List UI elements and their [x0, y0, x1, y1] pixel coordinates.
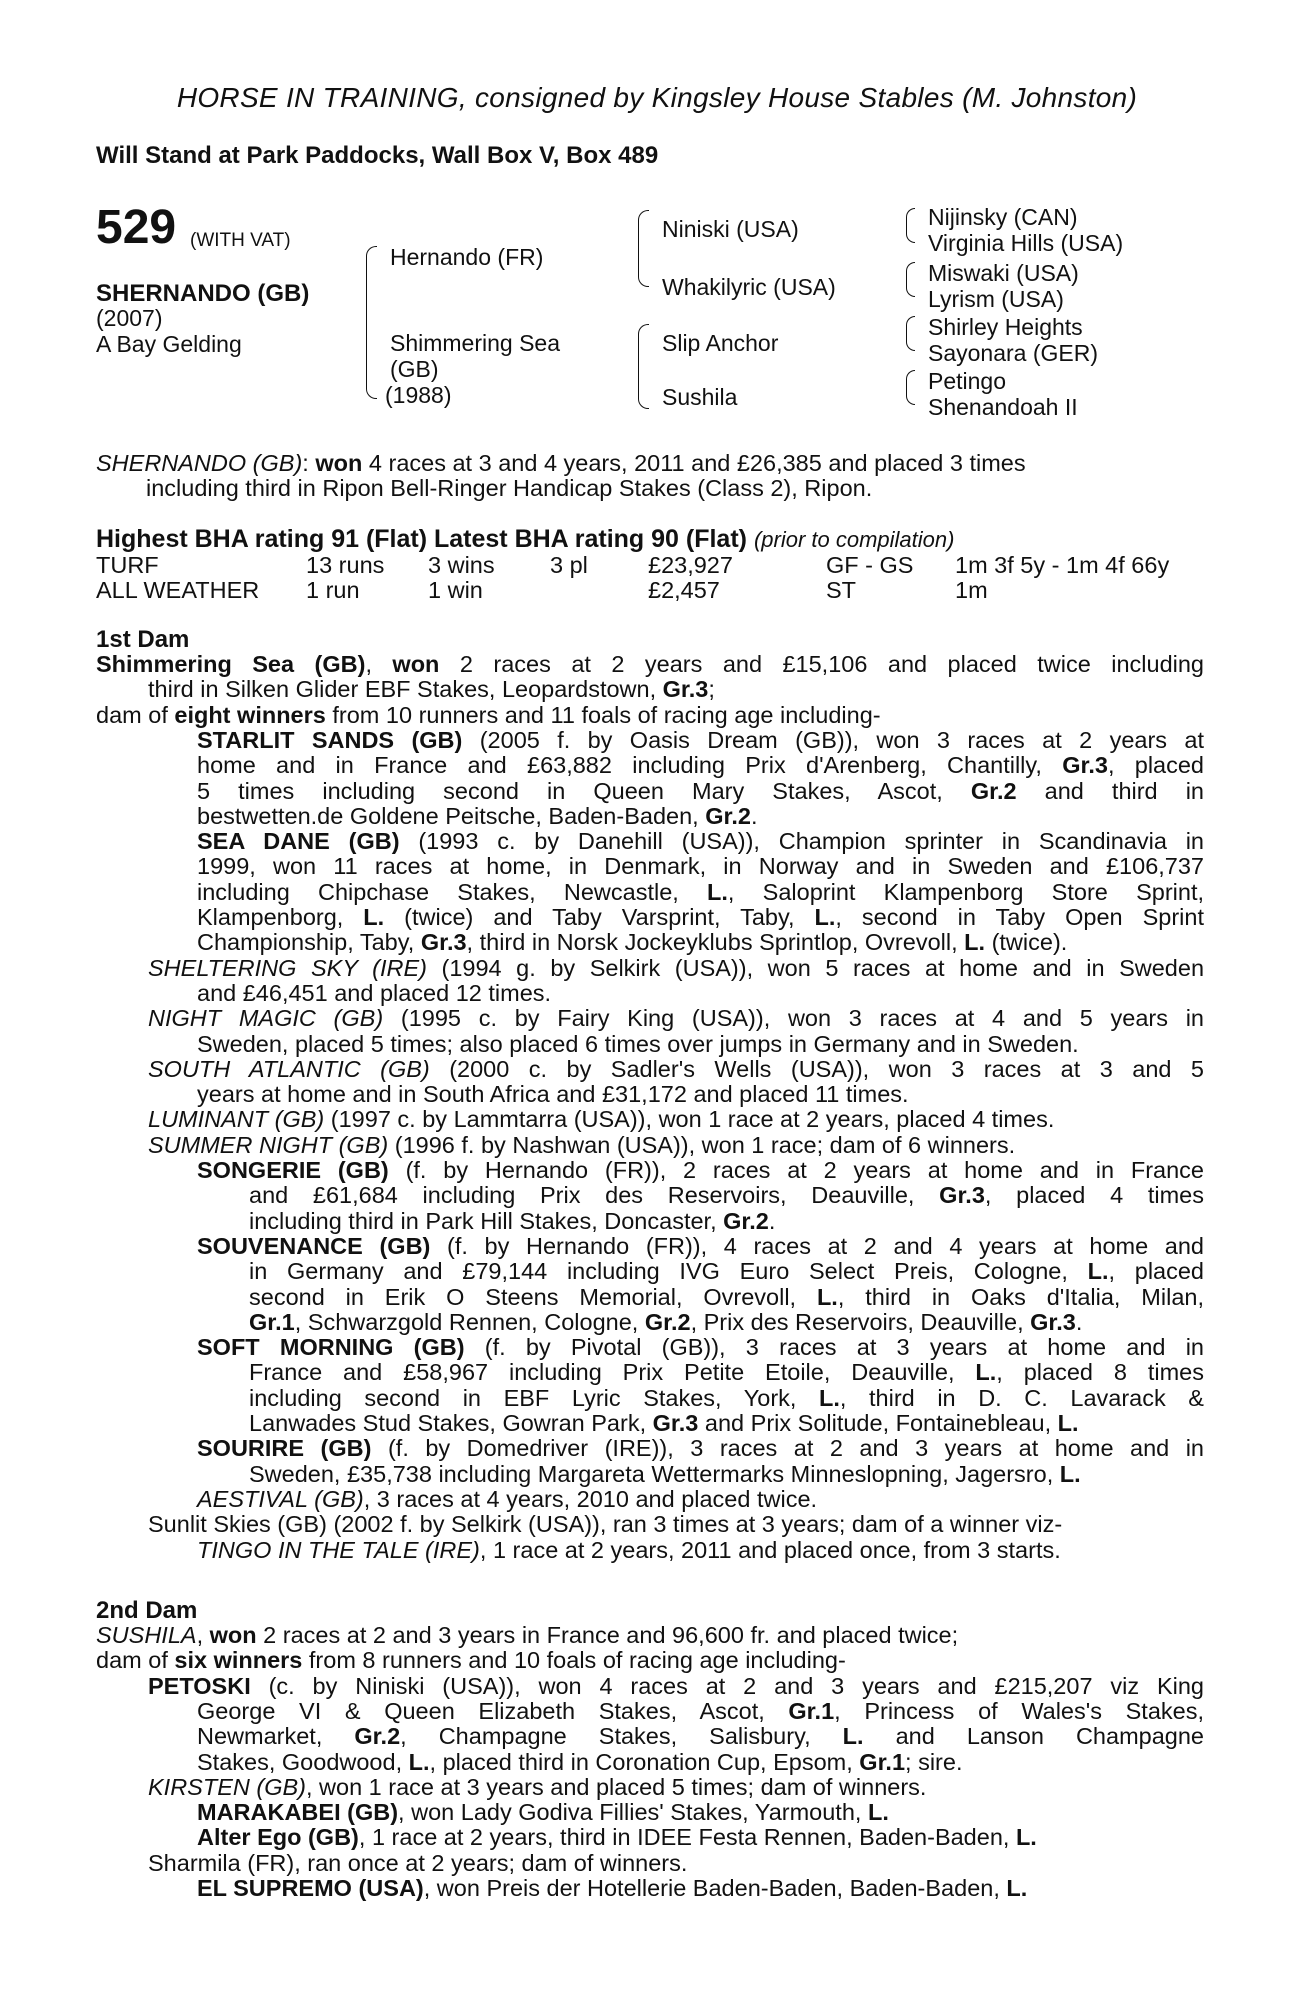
dam2-segment: , placed third in Coronation Cup, Epsom, [429, 1748, 860, 1775]
dam1-segment: (f. by Hernando (FR)), 4 races at 2 and 4 years at home and [430, 1232, 1204, 1259]
dam2-segment: Gr.2 [354, 1723, 401, 1750]
dam1-line [249, 1285, 1204, 1310]
dam2-line [197, 1800, 889, 1825]
dam1-line [249, 1259, 1204, 1284]
dam1-segment: Shimmering Sea (GB) [96, 651, 366, 677]
rating-dist-1: 1m [955, 577, 988, 603]
dam1-line [197, 728, 1204, 753]
dam1-line [197, 1158, 1204, 1183]
rating-bold: Highest BHA rating 91 (Flat) Latest BHA rating 90 (Flat) [96, 525, 747, 553]
summary-colon: : [302, 450, 316, 476]
dam2-segment: L. [1006, 1875, 1028, 1901]
dam2-segment: Newmarket, [197, 1723, 355, 1750]
dam1-line [148, 1512, 1062, 1537]
horse-name: SHERNANDO (GB) [96, 280, 310, 307]
dam1-segment: (twice) and Taby Varsprint, Taby, [384, 904, 815, 930]
dam1-segment: L. [964, 929, 986, 956]
dam1-segment: and third in [1016, 777, 1204, 804]
dam1-line [197, 930, 1067, 955]
dam2-segment: and Lanson Champagne [863, 1723, 1204, 1750]
dam1-segment: L. [814, 904, 836, 930]
vat-label: (WITH VAT) [190, 230, 291, 251]
dam1-line [197, 854, 1204, 879]
dam2-segment: Sharmila (FR), ran once at 2 years; dam of winners. [148, 1849, 688, 1876]
dam1-line [96, 703, 881, 728]
dam1-segment: (f. by Pivotal (GB)), 3 races at 3 years at home and in [464, 1334, 1205, 1361]
rating-money-0: £23,927 [648, 552, 733, 578]
dam1-segment: SUMMER NIGHT (GB) [148, 1131, 389, 1158]
dam1-segment: Gr.3 [420, 929, 467, 956]
summary-text: 4 races at 3 and 4 years, 2011 and £26,385 and placed 3 times [362, 450, 1026, 476]
dam1-segment: Lanwades Stud Stakes, Gowran Park, [249, 1410, 653, 1436]
pedigree-dam-line1: Shimmering Sea [390, 330, 561, 356]
dam1-segment: won [392, 651, 440, 677]
dam1-segment: SOUVENANCE (GB) [197, 1232, 431, 1259]
dam2-segment: ; sire. [905, 1748, 963, 1775]
dam1-segment: Gr.2 [644, 1308, 691, 1335]
dam1-segment: SEA DANE (GB) [197, 828, 400, 855]
dam1-segment: Sunlit Skies (GB) (2002 f. by Selkirk (USA)), ran 3 times at 3 years; dam of a winner viz- [148, 1511, 1063, 1538]
dam1-segment: , Saloprint Klampenborg Store Sprint, [727, 878, 1204, 905]
dam1-segment: SHELTERING SKY (IRE) [148, 954, 427, 981]
dam1-segment: (1994 g. by Selkirk (USA)), won 5 races at home and in Sweden [426, 954, 1205, 981]
dam2-line [197, 1699, 1204, 1724]
dam1-line [148, 1006, 1204, 1031]
dam2-segment: L. [842, 1723, 864, 1750]
dam2-segment: (c. by Niniski (USA)), won 4 races at 2 and 3 years and £215,207 viz King [250, 1672, 1204, 1699]
dam2-segment: , 1 race at 2 years, third in IDEE Festa Rennen, Baden-Baden, [358, 1824, 1016, 1851]
dam2-segment: L. [867, 1799, 889, 1826]
pedigree-brace-2c [638, 324, 649, 363]
dam1-segment: , [365, 651, 393, 677]
rating-wins-1: 1 win [428, 577, 483, 603]
dam1-segment: Gr.1 [249, 1308, 295, 1335]
pedigree-g7: Petingo [928, 368, 1007, 394]
dam2-segment: MARAKABEI (GB) [197, 1799, 399, 1826]
dam1-line [197, 905, 1204, 930]
dam1-segment: SOUTH ATLANTIC (GB) [148, 1055, 430, 1082]
pedigree-g6: Sayonara (GER) [928, 340, 1099, 366]
dam1-heading: 1st Dam [96, 626, 190, 653]
horse-year: (2007) [96, 305, 163, 331]
dam1-segment: 2 races at 2 years and £15,106 and placed twice including [439, 651, 1205, 677]
dam2-segment: , Princess of Wales's Stakes, [834, 1697, 1204, 1724]
pedigree-brace-dam [366, 306, 377, 399]
dam2-line [96, 1623, 958, 1648]
dam1-segment: , 3 races at 4 years, 2010 and placed twice. [363, 1485, 818, 1512]
dam1-line [148, 1133, 1015, 1158]
pedigree-sire-dam: Whakilyric (USA) [662, 274, 836, 300]
dam1-line [249, 1411, 1079, 1436]
dam2-heading: 2nd Dam [96, 1597, 198, 1624]
dam1-segment: including third in Park Hill Stakes, Doncaster, [249, 1207, 724, 1234]
dam2-segment: L. [1015, 1824, 1037, 1851]
dam1-segment: , placed [1107, 752, 1205, 779]
pedigree-g2: Virginia Hills (USA) [928, 230, 1124, 256]
rating-money-1: £2,457 [648, 577, 720, 603]
dam1-line [96, 652, 1204, 677]
dam2-line [197, 1750, 963, 1775]
dam2-line [96, 1648, 846, 1673]
dam2-line [197, 1876, 1027, 1901]
dam2-segment: , won Preis der Hotellerie Baden-Baden, Baden-Baden, [423, 1875, 1007, 1901]
dam1-segment: , third in Oaks d'Italia, Milan, [837, 1283, 1204, 1310]
dam1-line [197, 1436, 1204, 1461]
dam1-segment: Gr.3 [1030, 1308, 1076, 1335]
dam1-line [148, 677, 715, 702]
dam2-segment: L. [408, 1748, 430, 1775]
dam1-line [197, 1487, 817, 1512]
pedigree-sire: Hernando (FR) [390, 244, 544, 270]
dam1-segment: Sweden, £35,738 including Margareta Wettermarks Minneslopning, Jagersro, [249, 1460, 1060, 1487]
dam2-segment: from 8 runners and 10 foals of racing age including- [302, 1647, 846, 1674]
dam1-segment: Gr.3 [652, 1410, 699, 1436]
pedigree-brace-3a2 [906, 226, 915, 243]
rating-runs-1: 1 run [306, 577, 360, 603]
dam2-segment: George VI & Queen Elizabeth Stakes, Ascot, [197, 1697, 789, 1724]
dam1-segment: SONGERIE (GB) [197, 1157, 389, 1183]
rating-heading [96, 527, 954, 552]
horse-description: A Bay Gelding [96, 331, 242, 357]
dam1-segment: in Germany and £79,144 including IVG Euro Select Preis, Cologne, [249, 1258, 1088, 1285]
dam2-segment: KIRSTEN (GB) [148, 1773, 306, 1800]
pedigree-brace-3d [906, 370, 915, 389]
dam2-segment: dam of [96, 1647, 175, 1674]
dam1-segment: TINGO IN THE TALE (IRE) [197, 1536, 480, 1563]
page-header: HORSE IN TRAINING, consigned by Kingsley House Stables (M. Johnston) [176, 82, 1138, 113]
pedigree-dam-line2: (GB) [390, 356, 439, 382]
dam1-segment: . [768, 1207, 776, 1234]
dam2-segment: 2 races at 2 and 3 years in France and 96,600 fr. and placed twice; [256, 1622, 959, 1648]
dam1-segment: bestwetten.de Goldene Peitsche, Baden-Baden, [197, 802, 706, 829]
dam1-segment: dam of [96, 701, 175, 728]
venue-line: Will Stand at Park Paddocks, Wall Box V, Box 489 [96, 142, 659, 169]
dam2-segment: , [196, 1622, 210, 1648]
dam1-segment: L. [975, 1359, 997, 1386]
dam1-line [197, 829, 1204, 854]
dam1-segment: , third in Norsk Jockeyklubs Sprintlop, Ovrevoll, [466, 929, 965, 956]
pedigree-g4: Lyrism (USA) [928, 286, 1064, 312]
dam1-segment: . [1075, 1308, 1083, 1335]
dam1-segment: STARLIT SANDS (GB) [197, 726, 463, 753]
dam1-segment: . [750, 802, 758, 829]
dam1-segment: LUMINANT (GB) [148, 1106, 325, 1133]
dam2-segment: , won 1 race at 3 years and placed 5 times; dam of winners. [305, 1773, 927, 1800]
lot-number: 529 [96, 201, 177, 254]
pedigree-brace-3b2 [906, 280, 915, 297]
dam1-segment: (1996 f. by Nashwan (USA)), won 1 race; dam of 6 winners. [388, 1131, 1016, 1158]
dam1-segment: (2005 f. by Oasis Dream (GB)), won 3 races at 2 years at [462, 726, 1204, 753]
dam1-segment: (2000 c. by Sadler's Wells (USA)), won 3 races at 3 and 5 [429, 1055, 1204, 1082]
dam1-line [148, 956, 1204, 981]
pedigree-brace-3c [906, 316, 915, 335]
dam1-line [197, 779, 1204, 804]
dam1-line [197, 880, 1204, 905]
pedigree-dam-line3: (1988) [385, 382, 452, 408]
dam1-segment: and £61,684 including Prix des Reservoirs, Deauville, [249, 1182, 940, 1209]
dam1-segment: (f. by Domedriver (IRE)), 3 races at 2 and 3 years at home and in [371, 1435, 1204, 1462]
dam1-segment: , third in D. C. Lavarack & [839, 1384, 1204, 1411]
dam1-segment: L. [1057, 1410, 1079, 1436]
dam1-segment: , 1 race at 2 years, 2011 and placed once, from 3 starts. [479, 1536, 1061, 1563]
pedigree-g3: Miswaki (USA) [928, 260, 1079, 286]
dam1-segment: ; [708, 676, 715, 703]
pedigree-brace-3b [906, 262, 915, 281]
dam2-line [148, 1674, 1204, 1699]
dam2-line [197, 1825, 1037, 1850]
dam1-line [197, 981, 551, 1006]
dam1-segment: L. [363, 904, 385, 930]
dam1-segment: 1999, won 11 races at home, in Denmark, in Norway and in Sweden and £106,737 [197, 853, 1204, 880]
pedigree-brace-2a [638, 210, 649, 249]
dam2-line [148, 1851, 687, 1876]
dam1-segment: including Chipchase Stakes, Newcastle, [197, 878, 708, 905]
dam2-segment: Alter Ego (GB) [197, 1824, 359, 1851]
dam1-line [197, 1538, 1061, 1563]
pedigree-brace-3c2 [906, 334, 915, 351]
dam1-segment: 5 times including second in Queen Mary Stakes, Ascot, [197, 777, 971, 804]
dam2-line [197, 1724, 1204, 1749]
dam2-segment: Gr.1 [788, 1697, 835, 1724]
dam1-segment: SOURIRE (GB) [197, 1435, 372, 1462]
dam1-segment: Klampenborg, [197, 904, 364, 930]
summary-line-2: including third in Ripon Bell-Ringer Handicap Stakes (Class 2), Ripon. [146, 475, 873, 501]
dam1-segment: Sweden, placed 5 times; also placed 6 times over jumps in Germany and in Sweden. [197, 1030, 1079, 1057]
rating-runs-0: 13 runs [306, 552, 385, 578]
pedigree-sire-sire: Niniski (USA) [662, 216, 799, 242]
dam1-line [249, 1183, 1204, 1208]
dam1-segment: (f. by Hernando (FR)), 2 races at 2 years at home and in France [388, 1157, 1204, 1183]
dam1-segment: Gr.3 [662, 676, 709, 703]
rating-dist-0: 1m 3f 5y - 1m 4f 66y [955, 552, 1170, 578]
dam2-segment: , won Lady Godiva Fillies' Stakes, Yarmouth, [398, 1799, 868, 1826]
dam1-line [148, 1057, 1204, 1082]
dam1-segment: L. [1087, 1258, 1109, 1285]
dam1-segment: AESTIVAL (GB) [197, 1485, 364, 1512]
dam1-line [197, 1234, 1204, 1259]
dam1-line [197, 1082, 909, 1107]
pedigree-brace-3a [906, 208, 915, 227]
dam2-segment: , Champagne Stakes, Salisbury, [400, 1723, 843, 1750]
rating-going-1: ST [826, 577, 857, 603]
dam1-line [249, 1209, 775, 1234]
dam1-segment: , Schwarzgold Rennen, Cologne, [294, 1308, 645, 1335]
dam1-segment: Gr.2 [705, 802, 751, 829]
dam1-segment: (twice). [985, 929, 1068, 956]
dam1-segment: Gr.2 [723, 1207, 769, 1234]
dam1-line [197, 1335, 1204, 1360]
dam1-line [249, 1386, 1204, 1411]
dam1-line [249, 1360, 1204, 1385]
dam1-segment: Gr.3 [939, 1182, 985, 1209]
pedigree-g1: Nijinsky (CAN) [928, 204, 1078, 230]
dam2-segment: Stakes, Goodwood, [197, 1748, 409, 1775]
dam1-line [197, 753, 1204, 778]
pedigree-brace-3d2 [906, 388, 915, 405]
pedigree-brace-2d [638, 362, 649, 409]
dam1-segment: , placed [1108, 1258, 1204, 1285]
dam1-line [249, 1310, 1082, 1335]
pedigree-g8: Shenandoah II [928, 394, 1078, 420]
rating-surface-1: ALL WEATHER [96, 577, 260, 603]
dam1-segment: third in Silken Glider EBF Stakes, Leopardstown, [148, 676, 663, 703]
summary-won: won [315, 450, 363, 476]
dam1-segment: home and in France and £63,882 including Prix d'Arenberg, Chantilly, [197, 752, 1063, 779]
summary-horse-name: SHERNANDO (GB) [96, 450, 303, 476]
dam1-segment: eight winners [174, 701, 326, 728]
rating-wins-0: 3 wins [428, 552, 495, 578]
dam1-segment: , second in Taby Open Sprint [835, 904, 1205, 930]
rating-surface-0: TURF [96, 552, 159, 578]
dam1-segment: (1997 c. by Lammtarra (USA)), won 1 race at 2 years, placed 4 times. [324, 1106, 1055, 1133]
dam1-segment: , placed 4 times [984, 1182, 1204, 1209]
dam1-segment: L. [816, 1283, 838, 1310]
dam2-segment: EL SUPREMO (USA) [197, 1875, 424, 1901]
pedigree-brace-2b [638, 248, 649, 287]
dam1-segment: including second in EBF Lyric Stakes, York, [249, 1384, 820, 1411]
dam1-segment: France and £58,967 including Prix Petite Etoile, Deauville, [249, 1359, 976, 1386]
dam1-segment: (1995 c. by Fairy King (USA)), won 3 races at 4 and 5 years in [383, 1005, 1204, 1032]
dam1-segment: , Prix des Reservoirs, Deauville, [690, 1308, 1031, 1335]
summary-line-1 [96, 451, 1026, 476]
dam2-line [148, 1775, 926, 1800]
dam1-line [197, 804, 757, 829]
dam2-segment: six winners [174, 1647, 303, 1674]
rating-note: (prior to compilation) [753, 527, 955, 552]
dam1-segment: years at home and in South Africa and £31,172 and placed 11 times. [197, 1081, 909, 1108]
dam1-segment: , placed 8 times [996, 1359, 1204, 1386]
dam1-segment: L. [1059, 1460, 1081, 1487]
dam1-line [197, 1032, 1079, 1057]
pedigree-dam-dam: Sushila [662, 384, 738, 410]
rating-going-0: GF - GS [826, 552, 914, 578]
rating-pl-0: 3 pl [550, 552, 588, 578]
dam1-segment: and Prix Solitude, Fontainebleau, [698, 1410, 1058, 1436]
dam2-segment: Gr.1 [859, 1748, 906, 1775]
dam1-line [148, 1107, 1054, 1132]
dam1-segment: SOFT MORNING (GB) [197, 1334, 465, 1361]
pedigree-g5: Shirley Heights [928, 314, 1083, 340]
dam1-segment: L. [707, 878, 728, 905]
dam1-segment: from 10 runners and 11 foals of racing age including- [325, 701, 881, 728]
dam1-segment: L. [819, 1384, 840, 1411]
pedigree-dam-sire: Slip Anchor [662, 330, 779, 356]
dam2-segment: won [209, 1622, 257, 1648]
dam1-segment: NIGHT MAGIC (GB) [148, 1005, 384, 1032]
dam1-segment: (1993 c. by Danehill (USA)), Champion sprinter in Scandinavia in [399, 828, 1204, 855]
dam1-line [249, 1462, 1081, 1487]
dam1-segment: Gr.2 [970, 777, 1017, 804]
dam1-segment: and £46,451 and placed 12 times. [197, 979, 552, 1006]
dam1-segment: Championship, Taby, [197, 929, 421, 956]
dam2-segment: PETOSKI [148, 1672, 251, 1699]
dam2-segment: SUSHILA [96, 1622, 197, 1648]
dam1-segment: Gr.3 [1062, 752, 1108, 779]
dam1-segment: second in Erik O Steens Memorial, Ovrevoll, [249, 1283, 817, 1310]
